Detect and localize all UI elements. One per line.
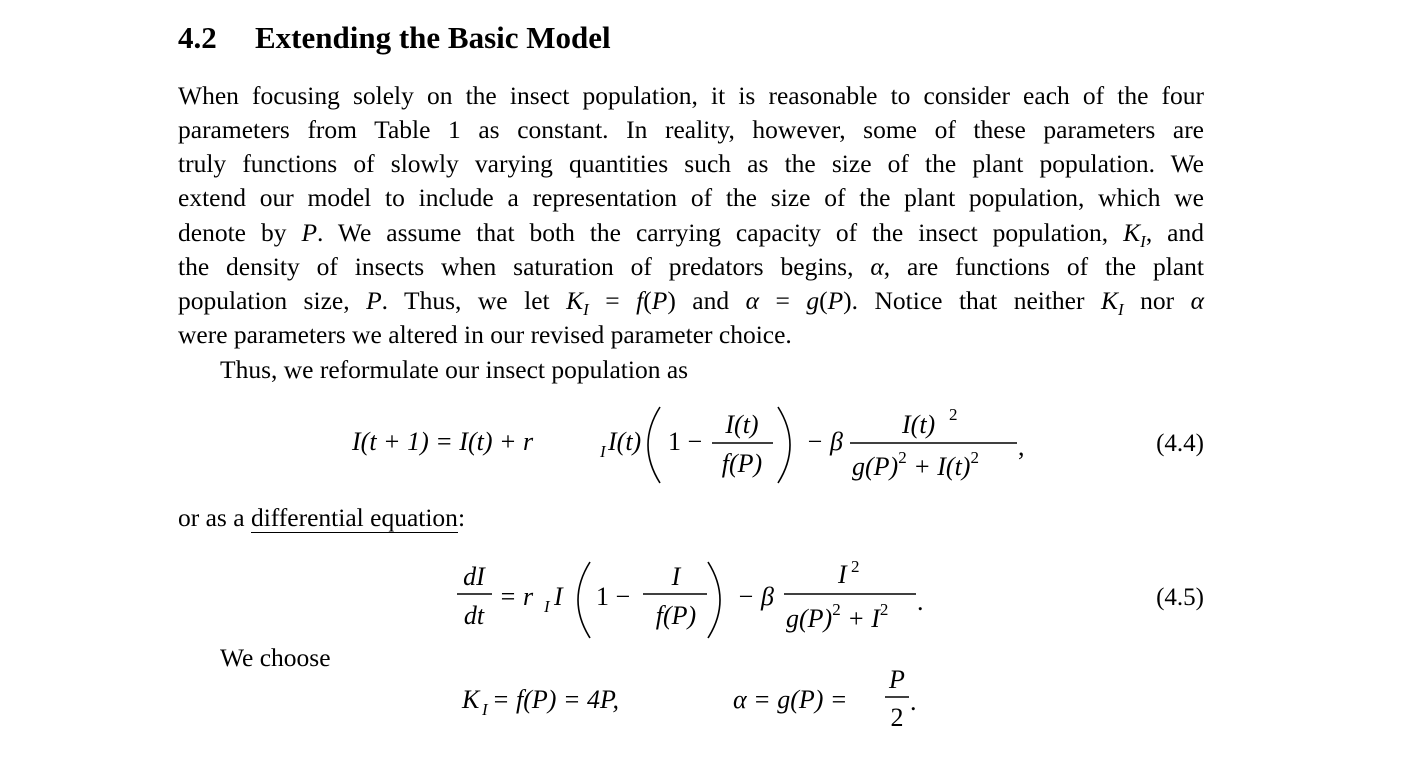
eq44-frac2-num-sup: 2 <box>949 405 958 424</box>
eq46-frac-den: 2 <box>890 703 904 732</box>
eq44-frac1-num: I(t) <box>725 410 759 439</box>
math-K: K <box>1100 286 1118 315</box>
text: ) and <box>667 286 746 315</box>
math-alpha: α <box>1190 286 1205 315</box>
paragraph-line-3: truly functions of slowly varying quantities such as the size of the plant population. We <box>178 149 1204 178</box>
eq44-den-sup2: 2 <box>970 448 979 467</box>
math-P: P <box>301 218 318 247</box>
math-alpha: α <box>870 252 884 281</box>
eq44-den-plus: + I(t) <box>906 452 971 481</box>
equation-choice <box>0 660 1406 759</box>
eq44-den-g: g(P) <box>852 452 899 481</box>
math-subscript-I: I <box>583 300 589 320</box>
eq46-alpha-eq: α = g(P) = <box>733 685 848 714</box>
differential-equation-link[interactable]: differential equation <box>250 503 458 532</box>
eq45-left-paren <box>578 562 590 638</box>
eq45-den-plus: + I <box>840 604 880 633</box>
text: : <box>457 503 466 532</box>
eq45-frac2-num-sup: 2 <box>851 557 860 576</box>
eq46-rhs1: = f(P) = 4P, <box>492 685 620 714</box>
math-f: f <box>636 286 644 315</box>
paragraph-line-2: parameters from Table 1 as constant. In reality, however, some of these parameters are <box>178 115 1204 144</box>
eq45-frac2-num: I <box>838 560 847 589</box>
eq45-subscript: I <box>544 597 550 616</box>
eq45-frac1-den: f(P) <box>655 601 697 630</box>
paragraph-3 <box>178 501 1204 535</box>
math-K: K <box>566 286 584 315</box>
text: ( <box>819 286 828 315</box>
eq45-den-sup2: 2 <box>879 600 889 619</box>
text: population size, <box>178 286 367 315</box>
eq45-dt: dt <box>463 601 485 630</box>
section-heading <box>178 20 611 56</box>
eq45-frac2-den <box>786 600 888 633</box>
eq45-den-g: g(P) <box>786 604 833 633</box>
text: = <box>588 286 637 315</box>
text: the density of insects when saturation of predators begins, <box>178 252 871 281</box>
eq45-period: . <box>917 587 924 616</box>
equation-4-5 <box>0 550 1406 645</box>
eq44-label: (4.4) <box>1156 430 1204 457</box>
eq44-left-paren <box>648 407 660 483</box>
section-title: Extending the Basic Model <box>255 20 611 55</box>
text: denote by <box>178 218 302 247</box>
eq44-one-minus: 1 − <box>668 427 703 456</box>
text: . We assume that both the carrying capacity of the insect population, <box>317 218 1124 247</box>
math-alpha: α <box>745 286 759 315</box>
eq46-frac-num: P <box>889 665 905 694</box>
paragraph-line-6 <box>178 250 1204 284</box>
math-P: P <box>366 286 382 315</box>
math-K: K <box>1123 218 1141 247</box>
math-subscript-I: I <box>1118 300 1124 320</box>
eq44-comma: , <box>1018 432 1025 461</box>
eq45-den-sup1: 2 <box>832 600 841 619</box>
eq44-subscript: I <box>600 442 606 461</box>
eq46-period: . <box>910 687 917 716</box>
paragraph-line-1: When focusing solely on the insect population, it is reasonable to consider each of the four <box>178 81 1204 110</box>
we-choose-text: We choose <box>220 643 331 672</box>
eq45-I: I <box>554 582 563 611</box>
text: , are functions of the plant <box>883 252 1204 281</box>
eq44-minus-beta: − β <box>806 427 843 456</box>
eq44-right-paren <box>778 407 790 483</box>
eq44-frac2-num: I(t) <box>902 410 936 439</box>
text: nor <box>1123 286 1191 315</box>
text: , and <box>1145 218 1204 247</box>
text: ( <box>643 286 652 315</box>
text: ). Notice that neither <box>843 286 1101 315</box>
eq45-one-minus: 1 − <box>596 582 631 611</box>
math-P: P <box>651 286 668 315</box>
section-number: 4.2 <box>178 20 217 55</box>
equation-4-4 <box>0 395 1406 495</box>
paragraph-line-8: were parameters we altered in our revised parameter choice. <box>178 320 792 349</box>
text: . Thus, we let <box>381 286 567 315</box>
eq45-label: (4.5) <box>1156 584 1204 611</box>
eq45-frac1-num: I <box>671 562 681 591</box>
eq44-frac1-den: f(P) <box>721 449 763 478</box>
math-subscript-I: I <box>1140 232 1146 252</box>
eq46-subscript: I <box>482 700 488 719</box>
paragraph-line-4: extend our model to include a representation of the size of the plant population, which we <box>178 183 1204 212</box>
eq45-right-paren <box>708 562 720 638</box>
eq44-frac2-den <box>852 448 979 481</box>
eq44-lhs: I(t + 1) = I(t) + r <box>352 427 534 456</box>
eq46-K: K <box>462 685 480 714</box>
math-g: g <box>806 286 820 315</box>
text: = <box>758 286 807 315</box>
eq44-lhs-I: I(t) <box>608 427 642 456</box>
eq45-eq-r: = r <box>499 582 534 611</box>
text: or as a <box>178 503 251 532</box>
eq45-minus-beta: − β <box>737 582 774 611</box>
eq45-dI: dI <box>463 562 485 591</box>
math-P: P <box>827 286 844 315</box>
paragraph-2: Thus, we reformulate our insect population as <box>220 355 689 384</box>
eq44-den-sup1: 2 <box>898 448 907 467</box>
